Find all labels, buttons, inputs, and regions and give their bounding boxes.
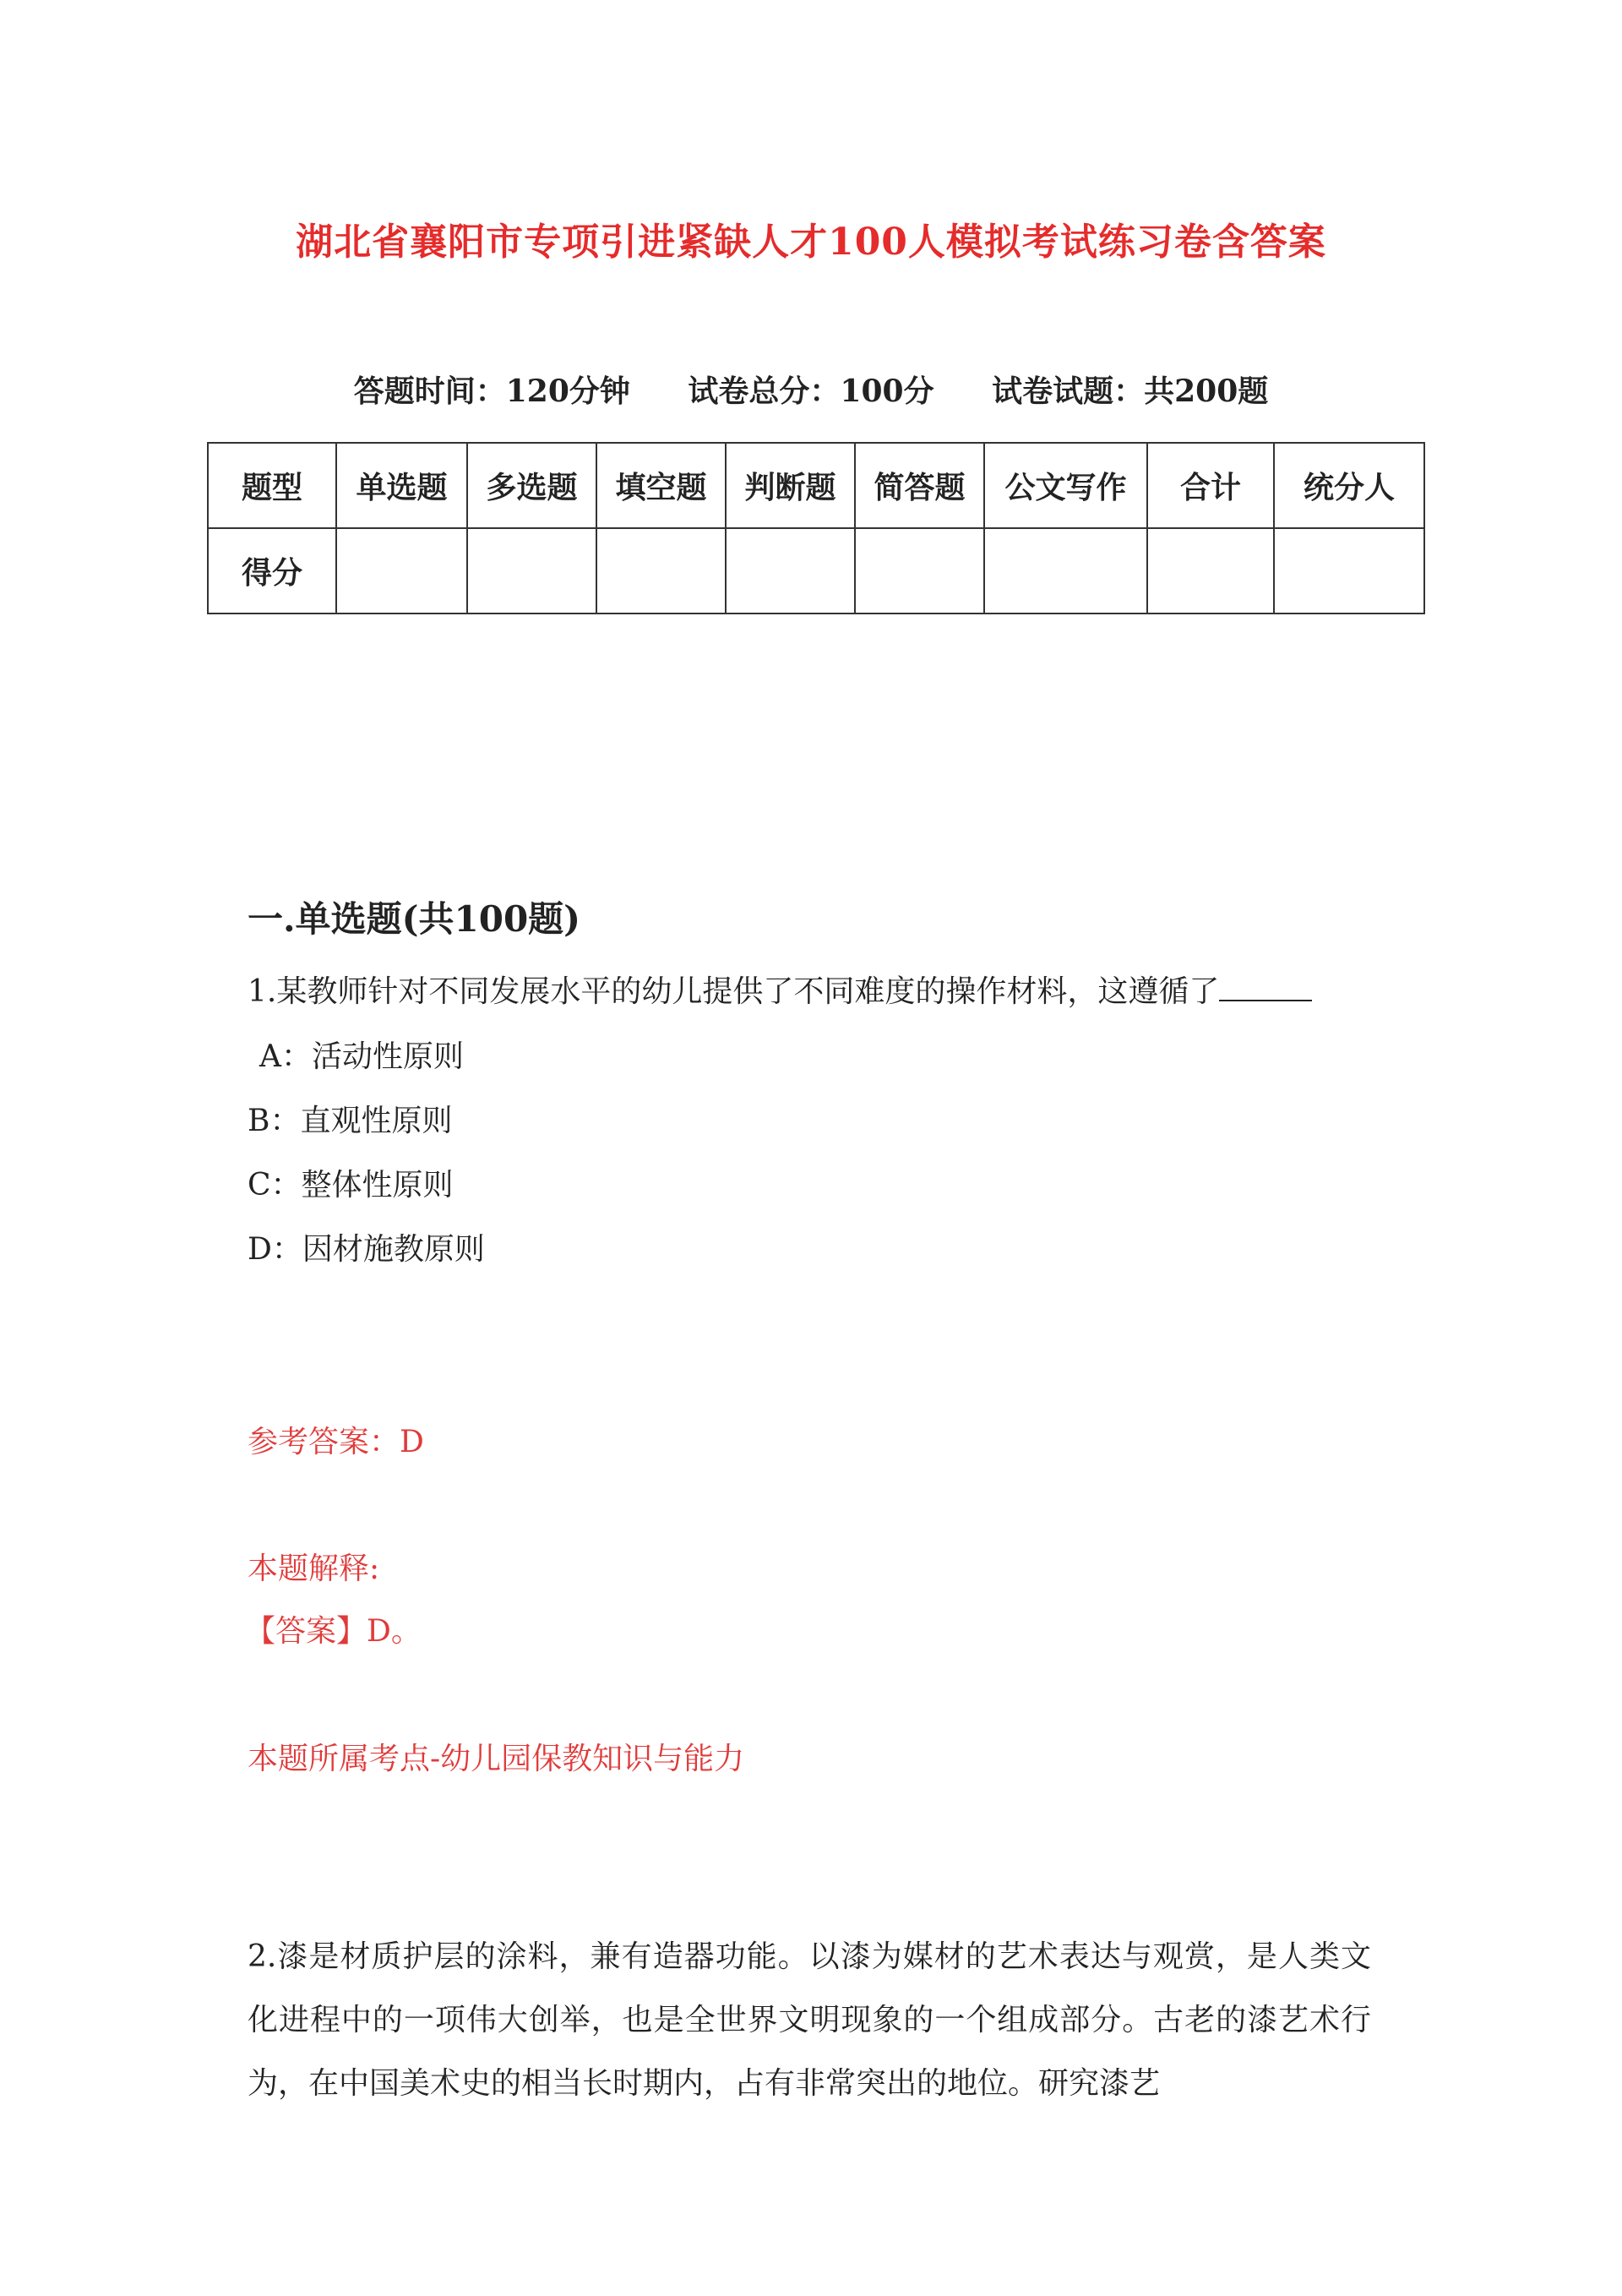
score-table-header: 统分人 (1274, 443, 1424, 528)
score-table-header: 填空题 (596, 443, 726, 528)
score-cell[interactable] (726, 528, 855, 614)
section-title: 一.单选题(共100题) (248, 898, 581, 940)
explanation-label: 本题解释: (248, 1552, 380, 1586)
score-cell[interactable] (467, 528, 596, 614)
score-table-header-row (208, 443, 1424, 528)
score-cell[interactable] (855, 528, 984, 614)
score-cell[interactable] (1274, 528, 1424, 614)
score-table-header: 题型 (208, 443, 336, 528)
answer-blank (1219, 974, 1312, 1001)
score-table-header: 多选题 (467, 443, 596, 528)
score-table-header: 合计 (1147, 443, 1274, 528)
score-table-header: 判断题 (726, 443, 855, 528)
question-2-stem: 2.漆是材质护层的涂料，兼有造器功能。以漆为媒材的艺术表达与观赏，是人类文化进程中的一项伟大创举，也是全世界文明现象的一个组成部分。古老的漆艺术行为，在中国美术史的相当长时期内，占有非常突出的地位。研究漆艺 (248, 1939, 1371, 2101)
document-title: 湖北省襄阳市专项引进紧缺人才100人模拟考试练习卷含答案 (296, 221, 1326, 264)
exam-meta (0, 368, 1622, 411)
score-row-label: 得分 (208, 528, 336, 614)
score-table (207, 442, 1425, 614)
score-cell[interactable] (1147, 528, 1274, 614)
score-cell[interactable] (596, 528, 726, 614)
question-topic: 本题所属考点-幼儿园保教知识与能力 (248, 1742, 745, 1776)
exam-total-score: 试卷总分：100分 (688, 374, 934, 409)
question-1-option-c[interactable]: C：整体性原则 (248, 1168, 454, 1203)
score-cell[interactable] (984, 528, 1147, 614)
question-1-option-d[interactable]: D：因材施教原则 (248, 1232, 485, 1267)
score-cell[interactable] (336, 528, 467, 614)
question-1-option-a[interactable]: A：活动性原则 (259, 1039, 464, 1074)
reference-answer: 参考答案：D (248, 1425, 424, 1459)
exam-question-count: 试卷试题：共200题 (992, 374, 1269, 409)
score-table-header: 简答题 (855, 443, 984, 528)
question-1-text: 1.某教师针对不同发展水平的幼儿提供了不同难度的操作材料，这遵循了 (248, 974, 1220, 1009)
score-table-header: 公文写作 (984, 443, 1147, 528)
exam-time: 答题时间：120分钟 (353, 374, 630, 409)
explanation-answer: 【答案】D。 (245, 1614, 422, 1649)
question-1-option-b[interactable]: B：直观性原则 (248, 1104, 453, 1138)
score-table-header: 单选题 (336, 443, 467, 528)
score-table-score-row (208, 528, 1424, 614)
question-1-stem (248, 968, 1312, 1011)
